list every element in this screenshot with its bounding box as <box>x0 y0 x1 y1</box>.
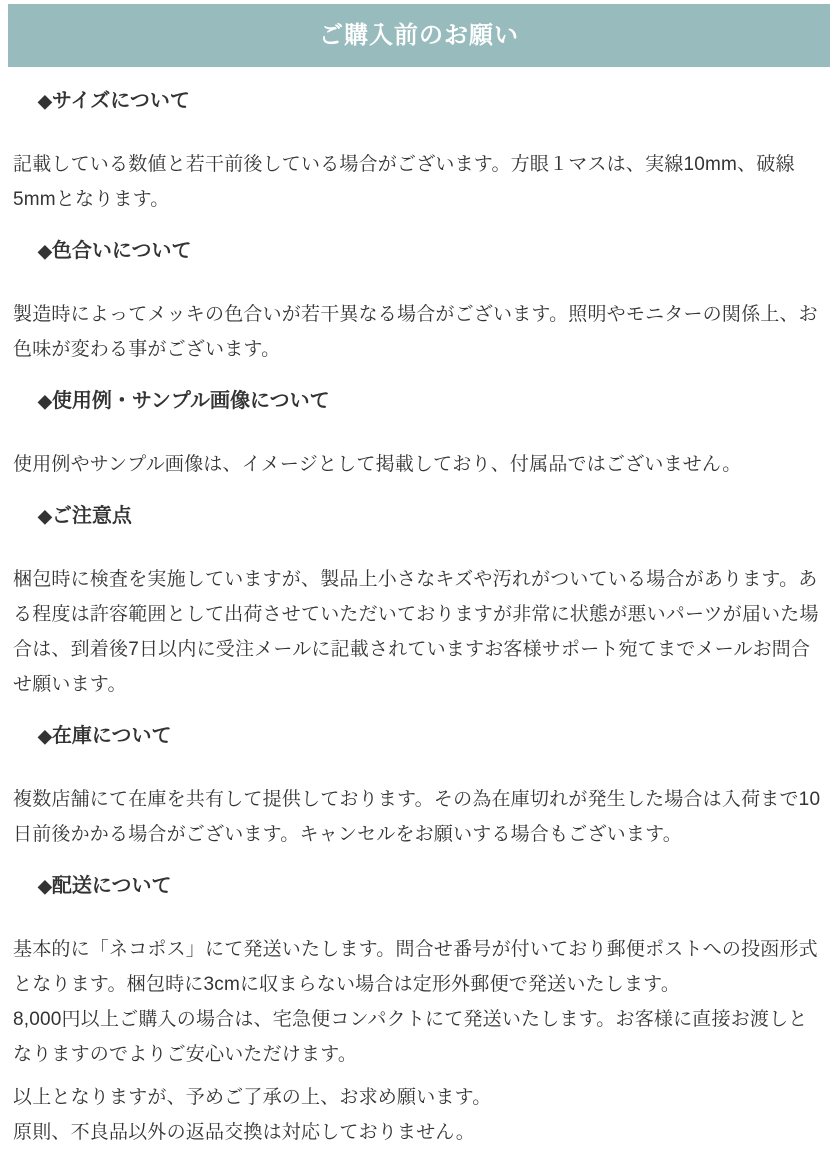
section-body: 使用例やサンプル画像は、イメージとして掲載しており、付属品ではございません。 <box>13 454 742 475</box>
section-cautions <box>13 499 821 702</box>
diamond-bullet-icon: ◆ <box>38 876 52 896</box>
section-body: 複数店舗にて在庫を共有して提供しております。その為在庫切れが発生した場合は入荷まで10日前後かかる場合がございます。キャンセルをお願いする場合もございます。 <box>13 789 821 845</box>
diamond-bullet-icon: ◆ <box>38 91 52 111</box>
diamond-bullet-icon: ◆ <box>38 391 52 411</box>
shipping-body-line: 8,000円以上ご購入の場合は、宅急便コンパクトにて発送いたします。お客様に直接お渡しとなりますのでよりご安心いただけます。 <box>13 1009 808 1065</box>
page-title: ご購入前のお願い <box>319 21 519 49</box>
closing-note <box>13 1080 821 1150</box>
diamond-bullet-icon: ◆ <box>38 726 52 746</box>
section-body: 製造時によってメッキの色合いが若干異なる場合がございます。照明やモニターの関係上、お色味が変わる事がございます。 <box>13 304 818 360</box>
diamond-bullet-icon: ◆ <box>38 506 52 526</box>
section-heading-label: 配送について <box>51 875 172 897</box>
closing-line: 原則、不良品以外の返品交換は対応しておりません。 <box>13 1122 475 1143</box>
section-heading <box>38 234 821 269</box>
section-heading <box>38 384 821 419</box>
section-sample-images <box>13 384 821 482</box>
section-shipping <box>13 869 821 1072</box>
section-heading-label: 色合いについて <box>51 240 192 262</box>
shipping-body-line: 基本的に「ネコポス」にて発送いたします。問合せ番号が付いており郵便ポストへの投函形式となります。梱包時に3cmに収まらない場合は定形外郵便で発送いたします。 <box>13 939 818 995</box>
section-heading-label: ご注意点 <box>51 505 132 527</box>
section-heading <box>38 719 821 754</box>
section-heading <box>38 499 821 534</box>
section-heading <box>38 84 821 119</box>
closing-line: 以上となりますが、予めご了承の上、お求め願います。 <box>13 1087 492 1108</box>
page-header <box>8 4 830 67</box>
diamond-bullet-icon: ◆ <box>38 241 52 261</box>
section-body: 梱包時に検査を実施していますが、製品上小さなキズや汚れがついている場合があります。ある程度は許容範囲として出荷させていただいておりますが非常に状態が悪いパーツが届いた場合は、到着後7日以内に受注メールに記載されていますお客様サポート宛てまでメールお問合せ願います。 <box>13 569 819 695</box>
section-body <box>13 932 821 1072</box>
section-heading <box>38 869 821 904</box>
section-stock <box>13 719 821 852</box>
section-heading-label: 使用例・サンプル画像について <box>51 390 330 412</box>
section-heading-label: サイズについて <box>51 90 190 112</box>
section-heading-label: 在庫について <box>51 725 172 747</box>
notice-content <box>0 84 837 1174</box>
section-body: 記載している数値と若干前後している場合がございます。方眼１マスは、実線10mm、破線5mmとなります。 <box>13 154 795 210</box>
section-color <box>13 234 821 367</box>
section-size <box>13 84 821 217</box>
